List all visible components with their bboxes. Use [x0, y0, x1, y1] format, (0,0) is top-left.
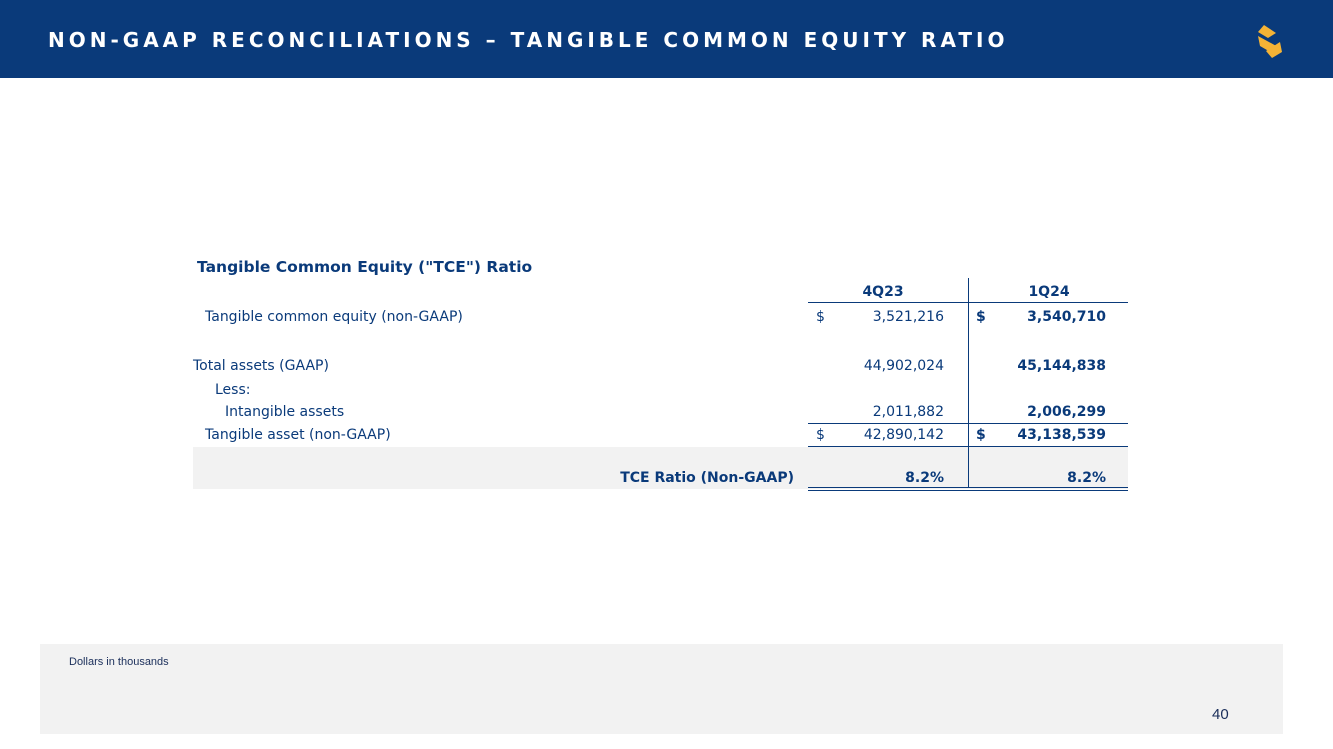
row-value-4q23: 2,011,882	[872, 404, 944, 420]
double-underline-top	[808, 487, 1128, 488]
row-dollar-1q24: $	[976, 309, 986, 325]
brand-s-logo-icon	[1254, 22, 1286, 60]
tce-ratio-value-1q24: 8.2%	[1067, 470, 1106, 486]
row-label-tangible-common-equity: Tangible common equity (non-GAAP)	[205, 309, 463, 325]
row-label-intangible-assets: Intangible assets	[225, 404, 345, 420]
row-label-tangible-asset: Tangible asset (non-GAAP)	[205, 427, 391, 443]
table-title: Tangible Common Equity ("TCE") Ratio	[197, 258, 533, 276]
row-value-4q23: 44,902,024	[863, 358, 944, 374]
tce-ratio-value-4q23: 8.2%	[905, 470, 944, 486]
row-value-4q23: 42,890,142	[863, 427, 944, 443]
row-label-less: Less:	[215, 382, 251, 398]
column-header-1q24: 1Q24	[1028, 284, 1070, 300]
row-value-1q24: 45,144,838	[1017, 358, 1106, 374]
column-header-4q23: 4Q23	[862, 284, 904, 300]
row-dollar-4q23: $	[816, 427, 825, 443]
slide-title: NON-GAAP RECONCILIATIONS – TANGIBLE COMMON EQUITY RATIO	[48, 28, 1009, 52]
page-number: 40	[1212, 706, 1229, 723]
row-label-total-assets: Total assets (GAAP)	[193, 358, 329, 374]
row-value-1q24: 43,138,539	[1017, 427, 1106, 443]
footer-band	[40, 644, 1283, 734]
row-value-1q24: 3,540,710	[1027, 309, 1106, 325]
row-dollar-4q23: $	[816, 309, 825, 325]
footnote: Dollars in thousands	[69, 656, 169, 668]
slide-header	[0, 0, 1333, 78]
row-value-4q23: 3,521,216	[872, 309, 944, 325]
column-divider-tce	[968, 447, 969, 488]
row-value-1q24: 2,006,299	[1027, 404, 1106, 420]
double-underline-bottom	[808, 490, 1128, 491]
row-dollar-1q24: $	[976, 427, 986, 443]
subtotal-underline	[808, 423, 1128, 424]
tce-ratio-label: TCE Ratio (Non-GAAP)	[620, 470, 794, 486]
